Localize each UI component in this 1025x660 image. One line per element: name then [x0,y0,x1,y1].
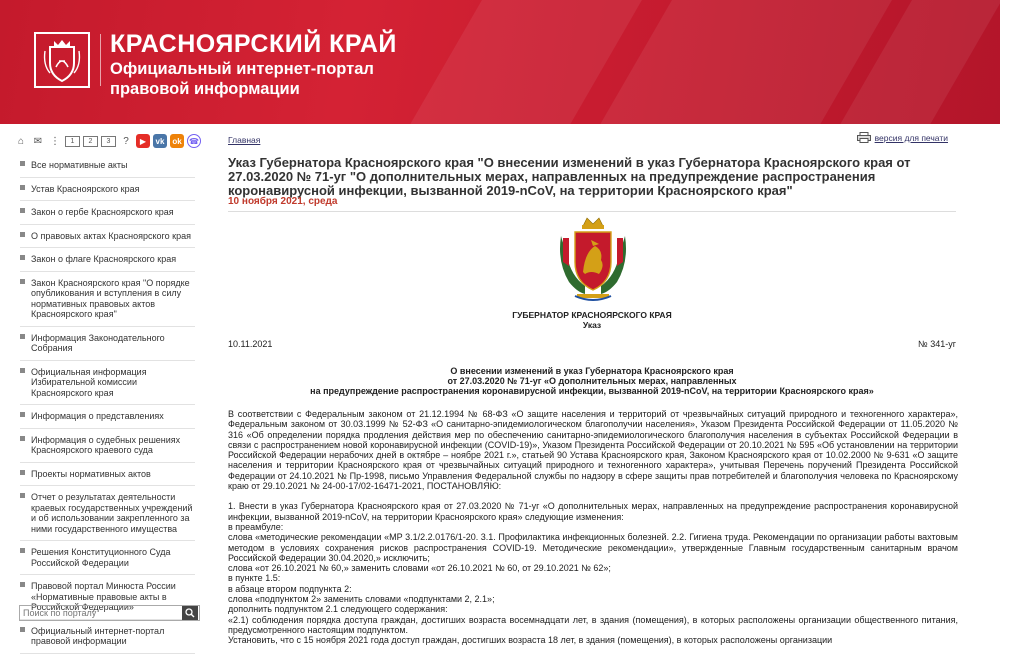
header-banner [0,0,1000,124]
doc-paragraph: в преамбуле: [228,521,284,532]
issuer-name: ГУБЕРНАТОР КРАСНОЯРСКОГО КРАЯ [512,310,672,320]
sidebar-item-label: Все нормативные акты [31,160,128,170]
bullet-icon [20,548,25,553]
doc-paragraph: Установить, что с 15 ноября 2021 года доступ граждан, достигших возраста 18 лет, в здания (помещения), в которых расположены организации [228,635,833,646]
doc-heading-line: на предупреждение распространения коронавирусной инфекции, вызванной 2019-nCoV, на территории Красноярского края» [310,386,874,396]
sidebar-item-label: О правовых актах Красноярского края [31,230,191,241]
bullet-icon [20,470,25,475]
doc-type: Указ [582,320,602,330]
sidebar-item-label: Решения Конституционного Суда Российской Федерации [31,547,171,568]
doc-paragraph: в абзаце втором подпункта 2: [228,583,352,594]
sidebar-nav [20,160,195,660]
mail-icon[interactable]: ✉ [33,135,43,147]
site-subtitle [110,59,430,99]
sidebar-item-label: Официальная информация Избирательной комиссии Красноярского края [31,366,147,398]
version-icon[interactable]: 2 [83,136,98,147]
left-sidebar [0,124,212,646]
bullet-icon [20,255,25,260]
sitemap-icon[interactable]: ⋮ [50,135,60,147]
doc-heading [228,366,956,396]
sidebar-item[interactable] [20,333,195,361]
sidebar-item-label: Отчет о результатах деятельности краевых государственных учреждений и об использовании закрепленного за ними государственного имущества [31,492,193,534]
printer-icon [857,132,871,143]
sidebar-item[interactable] [20,278,195,327]
sidebar-item[interactable] [20,492,195,541]
sidebar-item-label: Закон о флаге Красноярского края [31,254,177,264]
bullet-icon [20,334,25,339]
sidebar-item[interactable] [20,184,195,202]
doc-paragraph: В соответствии с Федеральным законом от 21.12.1994 № 68-ФЗ «О защите населения и территорий от чрезвычайных ситуаций природного и техногенного характера», Федеральным законом от 30.03.1999 № 52-ФЗ «О санитарно-эпидемиологическом благополучии населения», Указом Президента Российской Федерации от 11.05.2020 № 316 «Об определении порядка продления действия мер по обеспечению санитарно-эпидемиологического благополучия населения в субъектах Российской Федерации в связи с распространением новой коронавирусной инфекции (COVID-19)», Указом Президента Российской Федерации от 20.10.2021 № 595 «Об установлении на территории Российской Федерации нерабочих дней в октябре – ноябре 2021 г.», статьей 90 Устава Красноярского края, Законом Красноярского края от 10.02.2000 № 9-631 «О защите населения и территории Красноярского края от чрезвычайных ситуаций природного и техногенного характера», учитывая Перечень поручений Президента Российской Федерации от 24.10.2021 № Пр-1998, письмо Управления Федеральной службы по надзору в сфере защиты прав потребителей и благополучия человека по Красноярскому краю от 29.10.2021 № 24-00-17/02-16471-2021, ПОСТАНОВЛЯЮ: [228,409,958,492]
site-subtitle-line1: Официальный интернет-портал [110,60,374,78]
doc-number: № 341-уг [918,339,956,349]
print-version-link[interactable] [857,132,948,143]
doc-paragraph: «2.1) соблюдения порядка доступа граждан, достигших возраста восемнадцати лет, в здания (помещения), в которых расположены организации общественного питания, предусмотренного настоящим подпунктом. [228,614,958,635]
sidebar-item[interactable] [20,160,195,178]
page-title: Указ Губернатора Красноярского края "О внесении изменений в указ Губернатора Красноярского края от 27.03.2020 № 71-уг "О дополнительных мерах, направленных на предупреждение распространения коронавирусной инфекции, вызванной 2019-nCoV, на территории Красноярского края" [228,155,911,198]
coat-of-arms-image [555,216,631,304]
publish-date: 10 ноября 2021, среда [228,196,338,207]
krai-emblem-logo[interactable] [34,32,90,88]
bullet-icon [20,208,25,213]
bullet-icon [20,232,25,237]
doc-body [228,409,958,646]
site-subtitle-line2: правовой информации [110,80,300,98]
sidebar-item[interactable] [20,547,195,575]
emblem-icon [42,37,82,83]
divider [228,211,956,212]
bullet-icon [20,493,25,498]
help-icon[interactable]: ? [123,135,129,147]
bullet-icon [20,582,25,587]
doc-paragraph: 1. Внести в указ Губернатора Красноярского края от 27.03.2020 № 71-уг «О дополнительных мерах, направленных на предупреждение распространения коронавирусной инфекции, вызванной 2019-nCoV, на территории Красноярского края» следующие изменения: [228,501,958,522]
sidebar-item-label: Устав Красноярского края [31,183,140,194]
sidebar-item[interactable] [20,231,195,249]
bullet-icon [20,161,25,166]
doc-paragraph: дополнить подпунктом 2.1 следующего содержания: [228,604,448,615]
sidebar-item-label: Закон Красноярского края "О порядке опубликования и вступления в силу нормативных правовых актов Красноярского края" [31,277,190,319]
issuer-block [228,310,956,330]
sidebar-item-label: Информация о представлениях [31,411,164,421]
youtube-icon[interactable]: ▶ [136,134,150,148]
sidebar-item[interactable] [20,207,195,225]
main-content [228,124,960,646]
doc-paragraph: слова «методические рекомендации «МР 3.1/2.2.0176/1-20. 3.1. Профилактика инфекционных болезней. 2.2. Гигиена труда. Рекомендации по организации работы вахтовым методом в условиях сохранения рисков распространения COVID-19. Методические рекомендации», утвержденные Главным государственным санитарным врачом Российской Федерации 30.04.2020,» исключить; [228,532,958,563]
sidebar-item[interactable] [20,469,195,487]
sidebar-item[interactable] [20,367,195,406]
sidebar-item-label: Правовой портал Минюста России «Нормативные правовые акты в Российской Федерации» [31,581,176,612]
sidebar-item[interactable] [20,411,195,429]
bullet-icon [20,368,25,373]
header-divider [100,34,101,86]
doc-heading-line: от 27.03.2020 № 71-уг «О дополнительных мерах, направленных [447,376,737,386]
odnoklassniki-icon[interactable]: ok [170,134,184,148]
doc-paragraph: слова «от 26.10.2021 № 60,» заменить словами «от 26.10.2021 № 60, от 29.10.2021 № 62»; [228,563,611,574]
contrast-icon[interactable]: 3 [101,136,116,147]
sidebar-item-label: Закон о гербе Красноярского края [31,207,174,217]
sidebar-item-label: Информация Законодательного Собрания [31,332,165,353]
doc-heading-line: О внесении изменений в указ Губернатора Красноярского края [450,366,734,376]
bullet-icon [20,627,25,632]
home-icon[interactable]: ⌂ [17,135,25,147]
doc-paragraph: слова «подпунктом 2» заменить словами «подпунктами 2, 2.1»; [228,594,495,605]
search-input[interactable] [20,607,182,620]
sidebar-item[interactable] [20,254,195,272]
breadcrumb-home[interactable]: Главная [228,135,261,145]
vk-icon[interactable]: vk [153,134,167,148]
viber-icon[interactable]: ☎ [187,134,201,148]
toolbar-icons [14,133,201,149]
search-button[interactable] [182,606,198,620]
doc-date: 10.11.2021 [228,339,273,349]
site-search [19,605,200,621]
bullet-icon [20,279,25,284]
bullet-icon [20,436,25,441]
font-size-icon[interactable]: 1 [65,136,80,147]
bullet-icon [20,185,25,190]
sidebar-item-label: Официальный интернет-портал правовой информации [31,625,165,646]
search-icon [185,608,195,618]
doc-paragraph: в пункте 1.5: [228,573,281,584]
site-title[interactable]: КРАСНОЯРСКИЙ КРАЙ [110,30,397,58]
sidebar-item[interactable] [20,435,195,463]
print-label: версия для печати [874,132,948,143]
sidebar-item-label: Информация о судебных решениях Красноярского краевого суда [31,434,181,455]
bullet-icon [20,412,25,417]
sidebar-item[interactable] [20,626,195,654]
sidebar-item-label: Проекты нормативных актов [31,468,151,479]
